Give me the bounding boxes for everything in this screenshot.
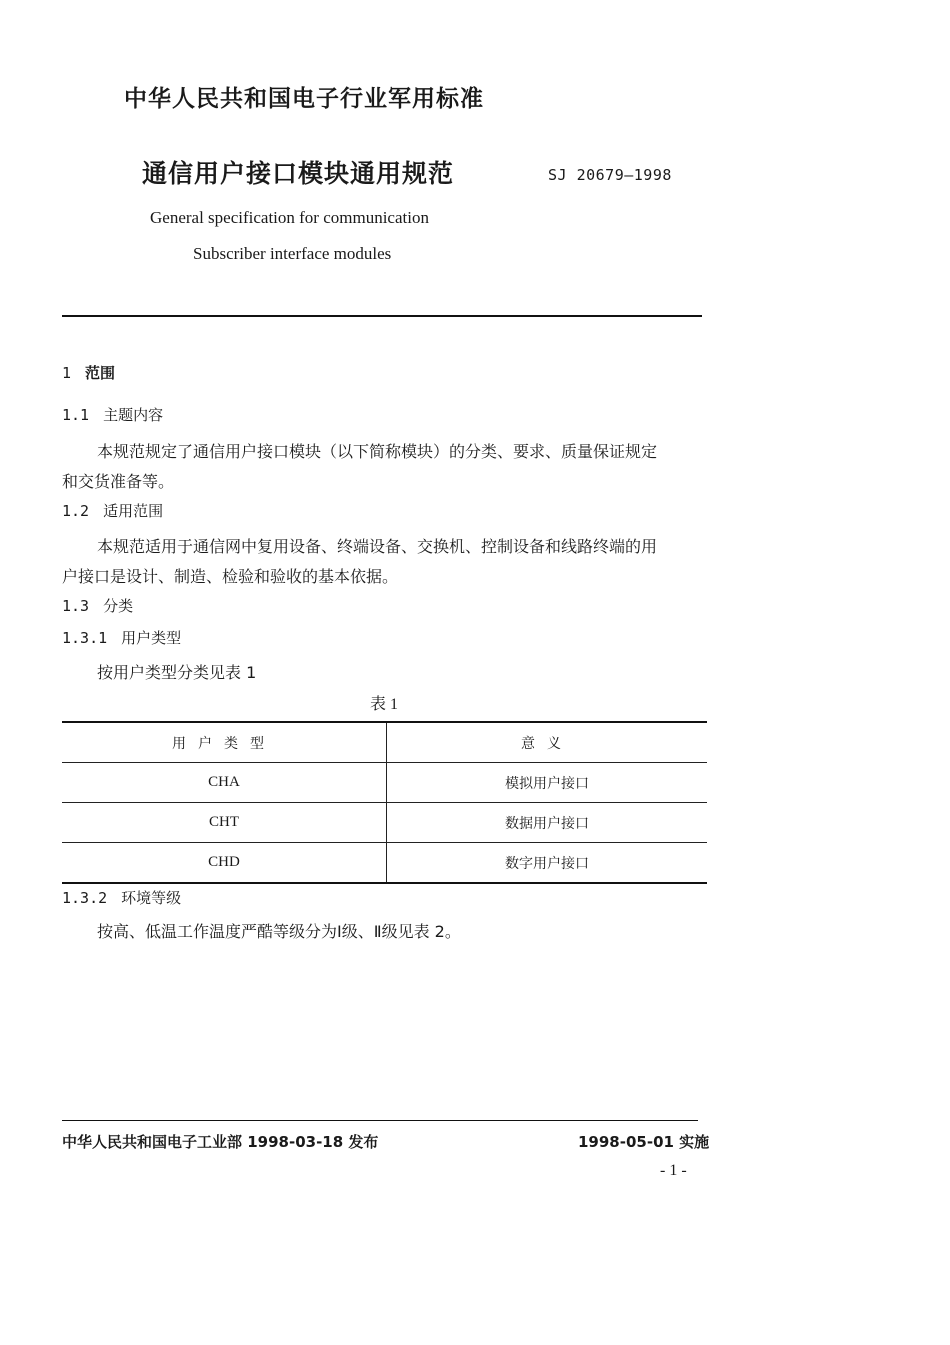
user-type-table — [62, 721, 707, 884]
effective-date: 1998-05-01 实施 — [578, 1133, 710, 1151]
standard-code: SJ 20679—1998 — [548, 166, 672, 184]
paragraph-line: 和交货准备等。 — [62, 472, 175, 491]
section-number: 1.3.1 — [62, 629, 108, 647]
english-title-line-2: Subscriber interface modules — [193, 244, 392, 263]
table-row — [62, 843, 707, 884]
footer-divider — [62, 1120, 698, 1121]
page-number: - 1 - — [660, 1162, 687, 1179]
table-row — [62, 763, 707, 803]
section-title: 分类 — [103, 597, 134, 615]
header-divider — [62, 315, 702, 317]
paragraph-line: 按高、低温工作温度严酷等级分为Ⅰ级、Ⅱ级见表 2。 — [97, 922, 461, 941]
paragraph-line: 本规范适用于通信网中复用设备、终端设备、交换机、控制设备和线路终端的用 — [97, 537, 658, 556]
table-caption: 表 1 — [370, 696, 399, 713]
paragraph-line: 按用户类型分类见表 1 — [97, 663, 257, 682]
table-cell-type: CHT — [62, 803, 387, 843]
table-row — [62, 803, 707, 843]
section-number: 1.3 — [62, 597, 90, 615]
section-1-3-2-heading — [62, 887, 181, 908]
section-title: 主题内容 — [103, 406, 164, 424]
section-1-3-heading — [62, 595, 133, 616]
section-1-2-heading — [62, 500, 163, 521]
section-1-heading — [62, 362, 115, 383]
document-title: 通信用户接口模块通用规范 — [142, 159, 455, 188]
table-cell-meaning: 模拟用户接口 — [387, 763, 708, 803]
section-number: 1.2 — [62, 502, 90, 520]
paragraph-line: 本规范规定了通信用户接口模块（以下简称模块）的分类、要求、质量保证规定 — [97, 442, 658, 461]
table-cell-type: CHA — [62, 763, 387, 803]
section-number: 1 — [62, 364, 72, 382]
section-title: 范围 — [85, 364, 116, 382]
section-number: 1.1 — [62, 406, 90, 424]
issue-date: 中华人民共和国电子工业部 1998-03-18 发布 — [62, 1133, 379, 1151]
section-title: 用户类型 — [121, 629, 182, 647]
section-number: 1.3.2 — [62, 889, 108, 907]
english-title-line-1: General specification for communication — [150, 208, 429, 227]
standard-series-header: 中华人民共和国电子行业军用标准 — [124, 86, 484, 112]
section-title: 适用范围 — [103, 502, 164, 520]
table-cell-meaning: 数字用户接口 — [387, 843, 708, 884]
column-header-meaning: 意义 — [387, 722, 708, 763]
table-header-row — [62, 722, 707, 763]
table-cell-meaning: 数据用户接口 — [387, 803, 708, 843]
section-1-1-heading — [62, 404, 163, 425]
section-1-3-1-heading — [62, 627, 181, 648]
paragraph-line: 户接口是设计、制造、检验和验收的基本依据。 — [62, 567, 399, 586]
section-title: 环境等级 — [121, 889, 182, 907]
table-cell-type: CHD — [62, 843, 387, 884]
column-header-user-type: 用户类型 — [62, 722, 387, 763]
